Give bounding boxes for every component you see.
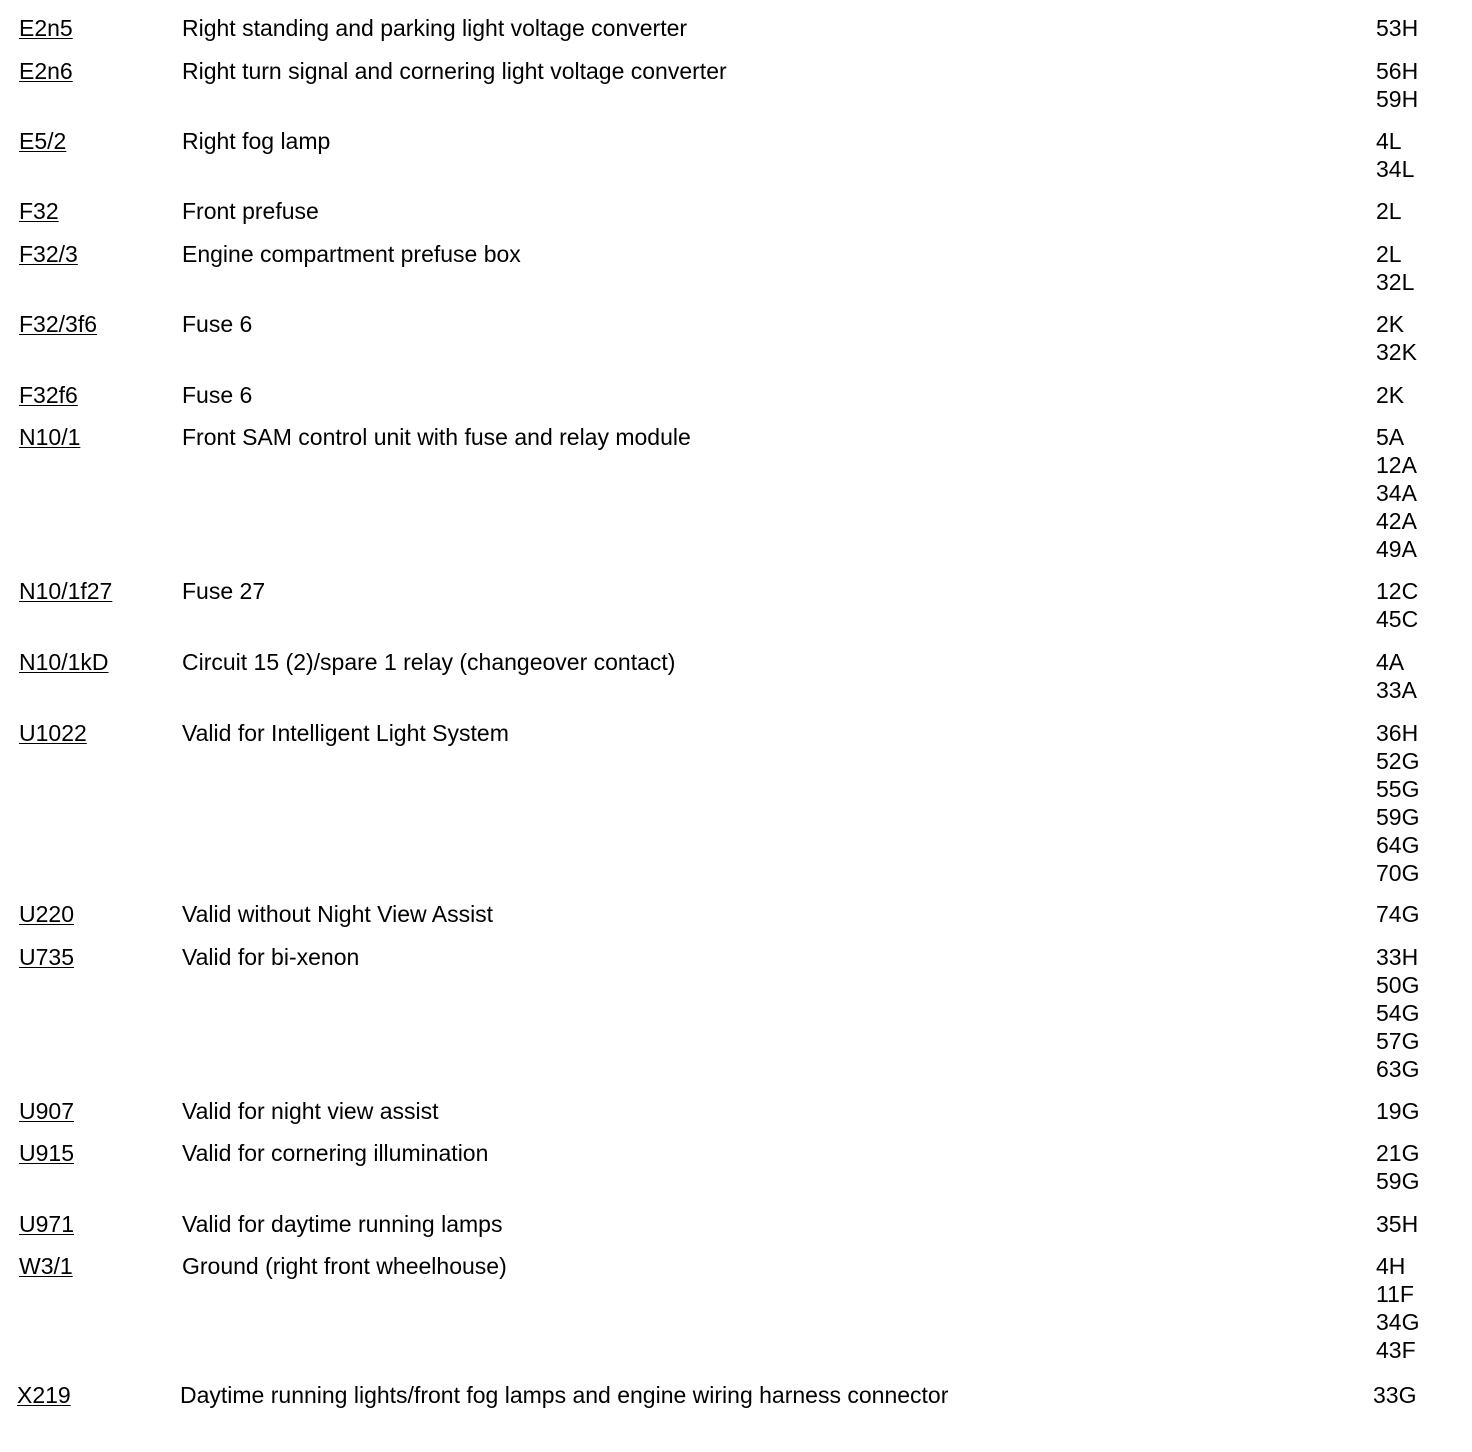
- grid-reference: 59G: [1376, 1168, 1420, 1194]
- component-description: Daytime running lights/front fog lamps and engine wiring harness connector: [180, 1382, 949, 1408]
- component-code-link[interactable]: W3/1: [19, 1253, 73, 1279]
- grid-reference-list: [1376, 943, 1466, 1083]
- grid-reference-list: [1376, 1252, 1466, 1364]
- component-code-link[interactable]: U1022: [19, 720, 87, 746]
- grid-reference: 59H: [1376, 86, 1419, 112]
- grid-reference-list: [1376, 57, 1466, 113]
- component-code-link[interactable]: E5/2: [19, 128, 67, 154]
- grid-reference-list: [1376, 197, 1466, 225]
- grid-reference: 34A: [1376, 480, 1417, 506]
- grid-reference: 2L: [1376, 241, 1402, 267]
- grid-reference-list: [1376, 310, 1466, 366]
- component-code-link[interactable]: N10/1kD: [19, 649, 109, 675]
- component-code-link[interactable]: U971: [19, 1211, 74, 1237]
- component-description: Right turn signal and cornering light voltage converter: [182, 58, 727, 84]
- grid-reference: 57G: [1376, 1028, 1420, 1054]
- grid-reference: 32L: [1376, 269, 1415, 295]
- grid-reference: 2K: [1376, 311, 1405, 337]
- grid-reference: 50G: [1376, 972, 1420, 998]
- grid-reference-list: [1376, 648, 1466, 704]
- component-description: Right standing and parking light voltage converter: [182, 15, 688, 41]
- component-description: Valid for night view assist: [182, 1098, 439, 1124]
- grid-reference: 4A: [1376, 649, 1405, 675]
- grid-reference-list: [1376, 719, 1466, 887]
- component-code-link[interactable]: F32f6: [19, 382, 78, 408]
- grid-reference: 34G: [1376, 1309, 1420, 1335]
- component-code-link[interactable]: F32/3f6: [19, 311, 97, 337]
- component-description: Engine compartment prefuse box: [182, 241, 521, 267]
- component-description: Fuse 6: [182, 382, 253, 408]
- grid-reference: 12C: [1376, 578, 1419, 604]
- component-code-link[interactable]: U915: [19, 1140, 74, 1166]
- grid-reference-list: [1376, 1097, 1466, 1125]
- grid-reference: 36H: [1376, 720, 1419, 746]
- component-description: Fuse 6: [182, 311, 253, 337]
- grid-reference: 2L: [1376, 198, 1402, 224]
- component-description: Right fog lamp: [182, 128, 331, 154]
- grid-reference: 32K: [1376, 339, 1417, 365]
- grid-reference: 55G: [1376, 776, 1420, 802]
- component-code-link[interactable]: N10/1f27: [19, 578, 113, 604]
- grid-reference-list: [1376, 240, 1466, 296]
- grid-reference-list: [1376, 577, 1466, 633]
- grid-reference-list: [1376, 1210, 1466, 1238]
- grid-reference: 21G: [1376, 1140, 1420, 1166]
- grid-reference: 35H: [1376, 1211, 1419, 1237]
- grid-reference-list: [1376, 1139, 1466, 1195]
- component-code-link[interactable]: U220: [19, 901, 74, 927]
- grid-reference-list: [1376, 381, 1466, 409]
- grid-reference: 74G: [1376, 901, 1420, 927]
- component-code-link[interactable]: U735: [19, 944, 74, 970]
- component-code-link[interactable]: E2n6: [19, 58, 73, 84]
- component-description: Fuse 27: [182, 578, 266, 604]
- grid-reference-list: [1376, 14, 1466, 42]
- component-description: Ground (right front wheelhouse): [182, 1253, 507, 1279]
- grid-reference-list: [1373, 1381, 1463, 1409]
- grid-reference: 33G: [1373, 1382, 1417, 1408]
- grid-reference: 5A: [1376, 424, 1405, 450]
- grid-reference: 49A: [1376, 536, 1417, 562]
- grid-reference: 4L: [1376, 128, 1402, 154]
- component-description: Valid for cornering illumination: [182, 1140, 489, 1166]
- component-description: Valid without Night View Assist: [182, 901, 494, 927]
- grid-reference: 70G: [1376, 860, 1420, 886]
- grid-reference: 11F: [1376, 1281, 1414, 1307]
- grid-reference: 34L: [1376, 156, 1415, 182]
- grid-reference: 45C: [1376, 606, 1419, 632]
- component-code-link[interactable]: F32: [19, 198, 59, 224]
- component-code-link[interactable]: U907: [19, 1098, 74, 1124]
- component-description: Circuit 15 (2)/spare 1 relay (changeover contact): [182, 649, 676, 675]
- grid-reference: 42A: [1376, 508, 1417, 534]
- grid-reference: 4H: [1376, 1253, 1406, 1279]
- component-description: Front prefuse: [182, 198, 319, 224]
- component-code-link[interactable]: F32/3: [19, 241, 78, 267]
- grid-reference: 2K: [1376, 382, 1405, 408]
- grid-reference: 33H: [1376, 944, 1419, 970]
- grid-reference: 19G: [1376, 1098, 1420, 1124]
- component-code-link[interactable]: N10/1: [19, 424, 81, 450]
- grid-reference-list: [1376, 127, 1466, 183]
- grid-reference-list: [1376, 900, 1466, 928]
- component-code-link[interactable]: E2n5: [19, 15, 73, 41]
- grid-reference: 12A: [1376, 452, 1417, 478]
- grid-reference: 33A: [1376, 677, 1417, 703]
- grid-reference: 52G: [1376, 748, 1420, 774]
- component-description: Valid for Intelligent Light System: [182, 720, 509, 746]
- grid-reference: 56H: [1376, 58, 1419, 84]
- component-description: Valid for daytime running lamps: [182, 1211, 503, 1237]
- grid-reference: 53H: [1376, 15, 1419, 41]
- grid-reference: 59G: [1376, 804, 1420, 830]
- grid-reference: 54G: [1376, 1000, 1420, 1026]
- grid-reference: 63G: [1376, 1056, 1420, 1082]
- component-description: Front SAM control unit with fuse and relay module: [182, 424, 691, 450]
- component-description: Valid for bi-xenon: [182, 944, 360, 970]
- grid-reference-list: [1376, 423, 1466, 563]
- grid-reference: 64G: [1376, 832, 1420, 858]
- grid-reference: 43F: [1376, 1337, 1416, 1363]
- component-code-link[interactable]: X219: [17, 1382, 71, 1408]
